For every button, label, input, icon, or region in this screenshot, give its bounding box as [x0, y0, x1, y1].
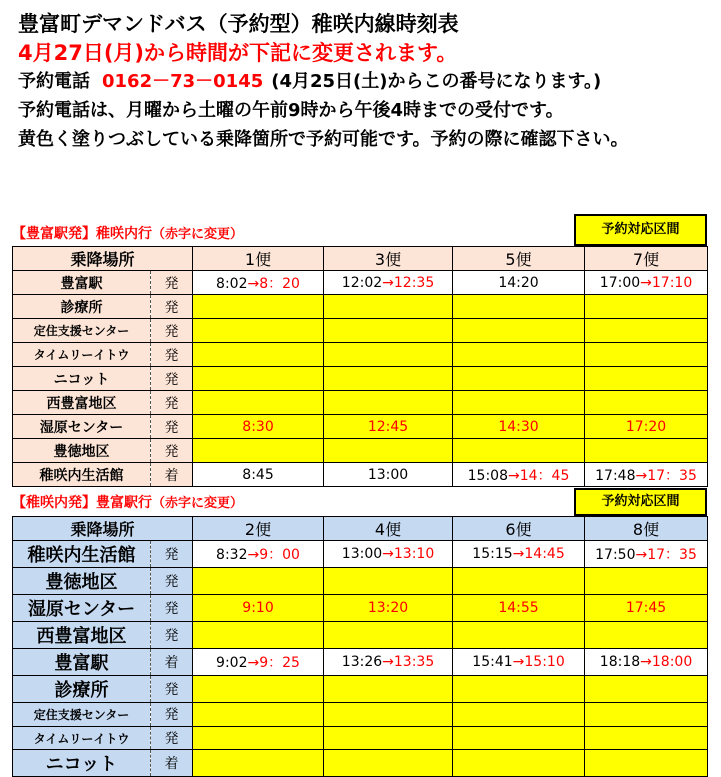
outbound-row: [13, 295, 708, 319]
change-notice: 4月27日(月)から時間が下記に変更されます。: [18, 41, 458, 65]
stop-name: 豊富駅: [13, 649, 151, 676]
trip-header: 4便: [324, 517, 453, 541]
time-cell: [324, 415, 453, 439]
time-cell: [324, 367, 453, 391]
old-time: 13:00: [341, 546, 383, 562]
time-cell: [324, 649, 453, 676]
stop-column-header: 乗降場所: [13, 517, 193, 541]
old-time: 15:15: [472, 546, 513, 562]
stop-name: 稚咲内生活館: [13, 463, 151, 487]
time-cell: [193, 703, 324, 727]
new-time: 12:35: [393, 274, 435, 291]
time-cell: [193, 676, 324, 703]
stop-name: ニコット: [13, 750, 151, 777]
change-arrow: →: [635, 547, 648, 563]
new-time: 17：35: [647, 547, 697, 563]
time-cell: [193, 568, 324, 595]
time-cell: [453, 750, 585, 777]
time-cell: [585, 439, 708, 463]
stop-name: 湿原センター: [13, 595, 151, 622]
time-cell: [585, 295, 708, 319]
arrive-depart-mark: 発: [151, 415, 193, 439]
inbound-subtitle: （赤字に変更）: [152, 496, 244, 511]
outbound-section-title: [12, 223, 243, 243]
inbound-row: [13, 568, 708, 595]
time-cell: [193, 439, 324, 463]
time-cell: [585, 463, 708, 487]
time-cell: [324, 568, 453, 595]
arrive-depart-mark: 発: [151, 595, 193, 622]
time-cell: [324, 391, 453, 415]
old-time: 8:02: [216, 275, 248, 292]
new-time: 14:45: [524, 546, 565, 562]
new-time: 14:20: [498, 274, 539, 291]
time-cell: [453, 367, 585, 391]
outbound-row: [13, 367, 708, 391]
arrive-depart-mark: 発: [151, 295, 193, 319]
time-cell: [585, 595, 708, 622]
inbound-row: [13, 703, 708, 727]
time-cell: [324, 271, 453, 295]
change-arrow: →: [382, 274, 394, 291]
time-cell: [453, 726, 585, 750]
arrive-depart-mark: 着: [151, 649, 193, 676]
new-time: 14：45: [519, 467, 570, 484]
arrive-depart-mark: 発: [151, 726, 193, 750]
stop-name: 西豊富地区: [13, 391, 151, 415]
time-cell: [193, 367, 324, 391]
time-cell: [193, 295, 324, 319]
change-arrow: →: [512, 654, 525, 670]
time-cell: [585, 703, 708, 727]
stop-name: タイムリーイトウ: [13, 726, 151, 750]
change-arrow: →: [640, 654, 652, 670]
old-time: 13:26: [341, 654, 383, 670]
time-cell: [585, 367, 708, 391]
time-cell: [193, 391, 324, 415]
new-time: 14:55: [498, 600, 539, 616]
time-cell: [585, 271, 708, 295]
new-time: 17:20: [625, 418, 667, 435]
phone-line: [18, 67, 601, 93]
old-time: 17:48: [595, 467, 636, 484]
new-time: 13:20: [367, 600, 409, 616]
time-cell: [453, 676, 585, 703]
time-cell: [324, 595, 453, 622]
outbound-row: [13, 415, 708, 439]
time-cell: [324, 726, 453, 750]
time-cell: [453, 271, 585, 295]
inbound-section-title: [12, 492, 243, 512]
time-cell: [453, 319, 585, 343]
time-cell: [193, 649, 324, 676]
change-arrow: →: [382, 654, 394, 670]
time-cell: [324, 439, 453, 463]
new-time: 13:10: [393, 546, 435, 562]
stop-name: ニコット: [13, 367, 151, 391]
page-title: 豊富町デマンドバス（予約型）稚咲内線時刻表: [18, 12, 459, 36]
time-cell: [324, 343, 453, 367]
inbound-row: [13, 726, 708, 750]
old-time: 17:00: [599, 274, 641, 291]
stop-name: 湿原センター: [13, 415, 151, 439]
trip-header: 5便: [453, 247, 585, 271]
old-time: 18:18: [599, 654, 641, 670]
time-cell: [585, 391, 708, 415]
time-cell: [193, 622, 324, 649]
time-cell: [585, 649, 708, 676]
old-time: 9:02: [216, 655, 248, 671]
stop-name: 診療所: [13, 676, 151, 703]
time-cell: [324, 295, 453, 319]
new-time: 13:00: [367, 466, 409, 483]
time-cell: [453, 415, 585, 439]
outbound-row: [13, 271, 708, 295]
time-cell: [585, 676, 708, 703]
time-cell: [324, 541, 453, 568]
new-time: 8:45: [242, 466, 274, 483]
reservable-legend-inbound: 予約対応区間: [574, 488, 707, 516]
time-cell: [193, 343, 324, 367]
change-arrow: →: [247, 655, 260, 671]
inbound-row: [13, 750, 708, 777]
trip-header: 6便: [453, 517, 585, 541]
time-cell: [585, 750, 708, 777]
time-cell: [453, 541, 585, 568]
time-cell: [585, 568, 708, 595]
trip-header: 7便: [585, 247, 708, 271]
outbound-row: [13, 439, 708, 463]
change-arrow: →: [512, 546, 525, 562]
arrive-depart-mark: 発: [151, 541, 193, 568]
time-cell: [585, 622, 708, 649]
time-cell: [324, 676, 453, 703]
inbound-row: [13, 622, 708, 649]
arrive-depart-mark: 着: [151, 463, 193, 487]
time-cell: [324, 703, 453, 727]
arrive-depart-mark: 発: [151, 319, 193, 343]
new-time: 14:30: [498, 418, 539, 435]
arrive-depart-mark: 発: [151, 439, 193, 463]
new-time: 17：35: [647, 467, 697, 484]
trip-header: 2便: [193, 517, 324, 541]
new-time: 17:45: [625, 600, 667, 616]
time-cell: [193, 541, 324, 568]
outbound-row: [13, 391, 708, 415]
time-cell: [453, 439, 585, 463]
outbound-subtitle: （赤字に変更）: [152, 227, 244, 242]
phone-label: 予約電話: [18, 71, 90, 92]
inbound-header-row: [13, 517, 708, 541]
time-cell: [324, 622, 453, 649]
time-cell: [193, 726, 324, 750]
stop-name: 定住支援センター: [13, 319, 151, 343]
time-cell: [324, 319, 453, 343]
arrive-depart-mark: 発: [151, 271, 193, 295]
phone-note: (4月25日(土)からこの番号になります。): [271, 71, 602, 92]
stop-name: タイムリーイトウ: [13, 343, 151, 367]
new-time: 17:10: [651, 274, 693, 291]
new-time: 9:10: [242, 600, 274, 616]
time-cell: [453, 391, 585, 415]
outbound-row: [13, 343, 708, 367]
time-cell: [453, 703, 585, 727]
inbound-timetable: [12, 516, 708, 777]
change-arrow: →: [640, 274, 652, 291]
old-time: 15:41: [472, 654, 513, 670]
time-cell: [324, 750, 453, 777]
stop-name: 西豊富地区: [13, 622, 151, 649]
outbound-row: [13, 463, 708, 487]
inbound-row: [13, 541, 708, 568]
change-arrow: →: [382, 546, 394, 562]
stop-name: 豊富駅: [13, 271, 151, 295]
time-cell: [193, 415, 324, 439]
stop-name: 豊徳地区: [13, 439, 151, 463]
arrive-depart-mark: 発: [151, 622, 193, 649]
trip-header: 3便: [324, 247, 453, 271]
new-time: 12:45: [367, 418, 409, 435]
reservable-legend-outbound: 予約対応区間: [574, 214, 707, 246]
arrive-depart-mark: 発: [151, 343, 193, 367]
stop-column-header: 乗降場所: [13, 247, 193, 271]
stop-name: 定住支援センター: [13, 703, 151, 727]
old-time: 8:32: [216, 547, 248, 563]
new-time: 9：00: [259, 547, 300, 563]
outbound-timetable: [12, 246, 708, 487]
outbound-header-row: [13, 247, 708, 271]
new-time: 8:30: [242, 418, 274, 435]
time-cell: [585, 415, 708, 439]
arrive-depart-mark: 発: [151, 703, 193, 727]
outbound-title: 【豊富駅発】稚咲内行: [12, 226, 152, 242]
old-time: 15:08: [467, 467, 508, 484]
time-cell: [585, 343, 708, 367]
time-cell: [585, 319, 708, 343]
time-cell: [453, 622, 585, 649]
time-cell: [585, 541, 708, 568]
stop-name: 稚咲内生活館: [13, 541, 151, 568]
new-time: 13:35: [393, 654, 435, 670]
change-arrow: →: [247, 275, 260, 292]
old-time: 12:02: [341, 274, 383, 291]
trip-header: 1便: [193, 247, 324, 271]
arrive-depart-mark: 発: [151, 676, 193, 703]
inbound-row: [13, 649, 708, 676]
stop-name: 豊徳地区: [13, 568, 151, 595]
new-time: 9：25: [259, 655, 300, 671]
stop-name: 診療所: [13, 295, 151, 319]
change-arrow: →: [247, 547, 260, 563]
new-time: 15:10: [524, 654, 565, 670]
time-cell: [193, 595, 324, 622]
time-cell: [324, 463, 453, 487]
old-time: 17:50: [595, 547, 636, 563]
reservation-hours: 予約電話は、月曜から土曜の午前9時から午後4時までの受付です。: [18, 100, 564, 121]
arrive-depart-mark: 発: [151, 391, 193, 415]
trip-header: 8便: [585, 517, 708, 541]
time-cell: [193, 750, 324, 777]
phone-number: 0162－73－0145: [102, 71, 264, 92]
inbound-row: [13, 676, 708, 703]
inbound-row: [13, 595, 708, 622]
time-cell: [453, 649, 585, 676]
outbound-row: [13, 319, 708, 343]
inbound-title: 【稚咲内発】豊富駅行: [12, 495, 152, 511]
change-arrow: →: [508, 467, 520, 484]
change-arrow: →: [635, 467, 648, 484]
time-cell: [453, 595, 585, 622]
time-cell: [193, 319, 324, 343]
time-cell: [585, 726, 708, 750]
arrive-depart-mark: 着: [151, 750, 193, 777]
new-time: 18:00: [651, 654, 693, 670]
time-cell: [453, 295, 585, 319]
time-cell: [453, 568, 585, 595]
reservation-note: 黄色く塗りつぶしている乗降箇所で予約可能です。予約の際に確認下さい。: [18, 129, 629, 150]
arrive-depart-mark: 発: [151, 568, 193, 595]
new-time: 8：20: [259, 275, 300, 292]
time-cell: [453, 463, 585, 487]
time-cell: [193, 271, 324, 295]
arrive-depart-mark: 発: [151, 367, 193, 391]
time-cell: [193, 463, 324, 487]
time-cell: [453, 343, 585, 367]
